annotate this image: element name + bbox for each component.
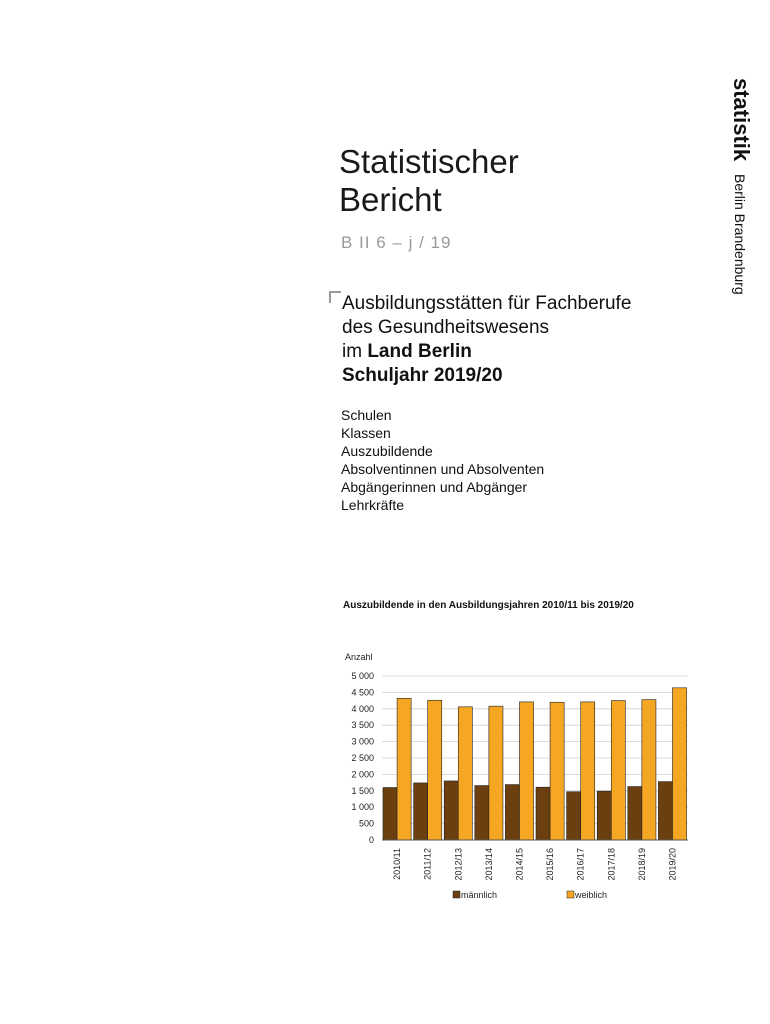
bar-maennlich (597, 791, 611, 840)
bar-weiblich (458, 707, 472, 840)
y-tick-label: 4 500 (351, 687, 374, 698)
x-tick-label: 2010/11 (392, 848, 403, 880)
x-tick-label: 2019/20 (667, 848, 678, 881)
y-tick-label: 3 500 (351, 720, 374, 731)
subject-line3-bold: Land Berlin (367, 341, 472, 362)
brand-name: statistik (729, 78, 754, 162)
topic-item: Schulen (341, 407, 392, 423)
bar-weiblich (397, 698, 411, 840)
bar-weiblich (519, 702, 533, 840)
y-tick-label: 2 000 (351, 769, 374, 780)
bar-maennlich (414, 783, 428, 840)
bar-maennlich (567, 792, 581, 840)
topic-item: Absolventinnen und Absolventen (341, 461, 545, 477)
bar-weiblich (581, 702, 595, 840)
topic-item: Klassen (341, 425, 391, 441)
x-tick-label: 2017/18 (606, 848, 617, 881)
x-tick-label: 2013/14 (483, 848, 494, 881)
topic-item: Lehrkräfte (341, 497, 405, 513)
legend-swatch (453, 891, 460, 898)
topic-list (341, 406, 544, 514)
legend-label: weiblich (575, 890, 608, 900)
bar-weiblich (642, 700, 656, 840)
bar-maennlich (658, 782, 672, 840)
bar-weiblich (489, 706, 503, 840)
subject-line3 (342, 340, 631, 364)
chart-title: Auszubildende in den Ausbildungsjahren 2010/11 bis 2019/20 (343, 600, 634, 611)
report-subject (342, 292, 631, 388)
bar-maennlich (505, 785, 519, 840)
x-tick-label: 2015/16 (545, 848, 556, 881)
report-title (339, 143, 519, 219)
topic-item: Abgängerinnen und Abgänger (341, 479, 528, 495)
subject-line2: des Gesundheitswesens (342, 317, 550, 338)
y-tick-label: 0 (368, 835, 374, 845)
corner-mark (329, 291, 341, 303)
y-tick-label: 2 500 (351, 753, 374, 763)
subject-year: Schuljahr 2019/20 (342, 365, 503, 386)
x-tick-label: 2012/13 (453, 848, 464, 881)
topic-item: Auszubildende (341, 443, 433, 459)
y-tick-label: 1 000 (351, 802, 374, 813)
x-tick-label: 2014/15 (514, 848, 525, 881)
bar-weiblich (611, 701, 625, 840)
brand-logo (700, 76, 754, 316)
y-tick-label: 5 000 (351, 671, 374, 681)
legend-label: männlich (461, 890, 498, 900)
y-tick-label: 500 (358, 818, 374, 829)
bar-maennlich (475, 786, 489, 840)
bar-maennlich (536, 787, 550, 840)
x-tick-label: 2018/19 (636, 848, 647, 881)
y-tick-label: 4 000 (351, 703, 374, 714)
brand-region: Berlin Brandenburg (732, 174, 748, 295)
y-tick-label: 1 500 (351, 785, 374, 796)
y-axis-label: Anzahl (345, 652, 373, 662)
report-code: B II 6 – j / 19 (341, 233, 452, 252)
legend-swatch (567, 891, 574, 898)
y-tick-label: 3 000 (351, 736, 374, 747)
bar-weiblich (428, 700, 442, 840)
bar-maennlich (444, 781, 458, 840)
bar-maennlich (628, 787, 642, 840)
report-title-line1: Statistischer (339, 143, 519, 180)
x-tick-label: 2011/12 (422, 848, 433, 880)
x-tick-label: 2016/17 (575, 848, 586, 881)
bar-weiblich (672, 688, 686, 840)
subject-line1: Ausbildungsstätten für Fachberufe (342, 293, 632, 314)
bar-chart (330, 640, 700, 920)
bar-maennlich (383, 788, 397, 840)
bar-weiblich (550, 702, 564, 840)
subject-line3-prefix: im (342, 341, 368, 362)
report-title-line2: Bericht (339, 181, 442, 218)
subject-line4 (342, 364, 631, 388)
